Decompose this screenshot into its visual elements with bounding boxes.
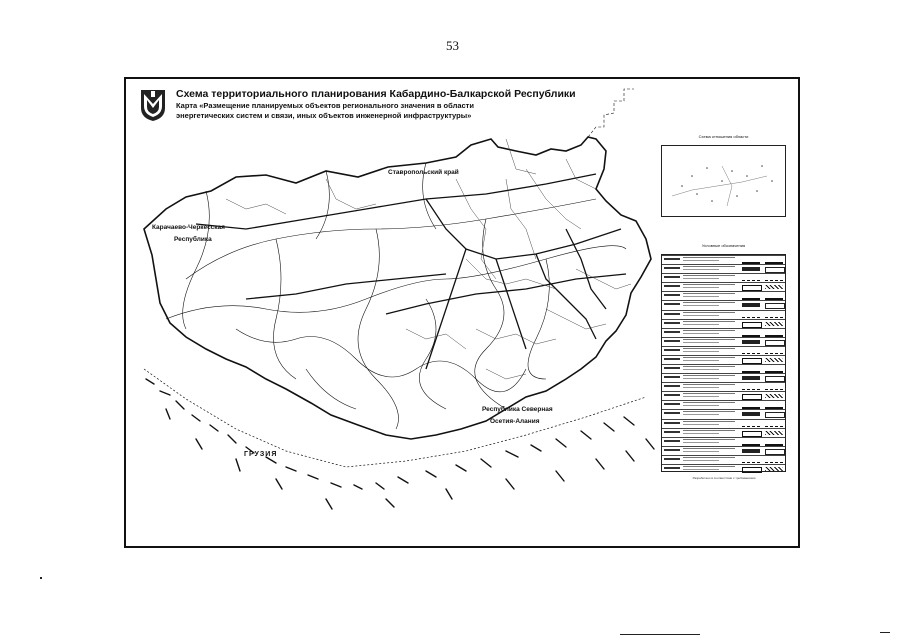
legend-code <box>664 367 680 369</box>
legend-code <box>664 276 680 278</box>
legend-symbol-alt <box>765 412 785 418</box>
legend-code <box>664 449 680 451</box>
legend-text <box>683 393 735 394</box>
legend-code <box>664 285 680 287</box>
legend-footnote: Разработано в соответствии с требованиями <box>692 476 756 480</box>
legend-text-line2 <box>683 369 719 370</box>
legend-code <box>664 467 680 469</box>
legend-code <box>664 322 680 324</box>
legend-text <box>683 466 735 467</box>
legend-text-line2 <box>683 351 719 352</box>
legend-text <box>683 448 735 449</box>
inset-map-drawing <box>662 146 785 216</box>
legend-code <box>664 303 680 305</box>
legend-text <box>683 439 735 440</box>
legend-text <box>683 330 735 331</box>
legend-text <box>683 430 735 431</box>
legend-symbol <box>742 340 760 344</box>
legend-text-line2 <box>683 424 719 425</box>
legend-symbol <box>742 267 760 271</box>
legend-code <box>664 313 680 315</box>
stray-mark-bottom <box>620 634 700 635</box>
legend-symbol-alt <box>765 349 783 354</box>
legend-text <box>683 302 735 303</box>
legend-text <box>683 357 735 358</box>
legend-text <box>683 284 735 285</box>
legend-symbol-alt <box>765 313 783 318</box>
legend-symbol-alt <box>765 276 783 281</box>
legend-text <box>683 321 735 322</box>
legend-text-line2 <box>683 278 719 279</box>
legend-text <box>683 339 735 340</box>
legend-symbol <box>742 440 760 446</box>
legend-code <box>664 349 680 351</box>
legend-text-line2 <box>683 260 719 261</box>
legend-text-line2 <box>683 387 719 388</box>
legend-code <box>664 440 680 442</box>
label-ossetia-line2: Осетия-Алания <box>490 418 540 425</box>
legend-text <box>683 275 735 276</box>
legend-code <box>664 431 680 433</box>
legend-symbol-alt <box>765 422 783 427</box>
legend-symbol-alt <box>765 394 783 398</box>
legend-symbol <box>742 467 762 473</box>
legend-symbol <box>742 422 760 427</box>
legend-symbol <box>742 376 760 380</box>
legend-symbol-alt <box>765 358 783 362</box>
legend-symbol-alt <box>765 285 783 289</box>
legend-text-line2 <box>683 451 719 452</box>
legend-code <box>664 267 680 269</box>
legend-symbol-alt <box>765 440 783 446</box>
legend-text-line2 <box>683 414 719 415</box>
legend-symbol <box>742 358 762 364</box>
inset-map <box>661 145 786 217</box>
legend-symbol-alt <box>765 303 785 309</box>
legend-row <box>662 464 785 474</box>
legend-symbol-alt <box>765 385 783 390</box>
legend-text <box>683 348 735 349</box>
legend-symbol <box>742 303 760 307</box>
legend-symbol-alt <box>765 467 783 471</box>
legend-text-line2 <box>683 405 719 406</box>
legend-symbol <box>742 458 760 463</box>
legend-code <box>664 294 680 296</box>
legend-text-line2 <box>683 378 719 379</box>
legend-symbol-alt <box>765 322 783 326</box>
legend-text <box>683 375 735 376</box>
legend-code <box>664 385 680 387</box>
map-frame <box>124 77 800 548</box>
legend-text <box>683 421 735 422</box>
page-number: 53 <box>446 38 459 53</box>
legend-symbol <box>742 449 760 453</box>
legend-text <box>683 257 735 258</box>
map-title: Схема территориального планирования Кабардино-Балкарской Республики <box>176 88 576 100</box>
inset-title: Схема отношения области <box>698 134 749 139</box>
legend-text-line2 <box>683 342 719 343</box>
legend-text <box>683 266 735 267</box>
legend-code <box>664 403 680 405</box>
legend-symbol <box>742 276 760 281</box>
legend-text <box>683 312 735 313</box>
legend-code <box>664 358 680 360</box>
legend-text <box>683 411 735 412</box>
legend-text-line2 <box>683 442 719 443</box>
stray-mark-left <box>40 577 42 579</box>
legend-code <box>664 412 680 414</box>
legend-code <box>664 331 680 333</box>
legend-text <box>683 402 735 403</box>
legend-code <box>664 376 680 378</box>
legend-code <box>664 258 680 260</box>
legend-code <box>664 394 680 396</box>
legend-symbol <box>742 385 760 390</box>
map-subtitle-line1: Карта «Размещение планируемых объектов регионального значения в области <box>176 101 474 110</box>
label-karachay-line2: Республика <box>174 236 212 243</box>
legend-symbol <box>742 331 760 337</box>
legend-code <box>664 340 680 342</box>
legend-text-line2 <box>683 269 719 270</box>
legend-text <box>683 293 735 294</box>
legend-text-line2 <box>683 324 719 325</box>
label-stavropol: Ставропольский край <box>388 169 459 176</box>
label-karachay-line1: Карачаево-Черкесская <box>152 224 225 231</box>
legend-symbol-alt <box>765 458 783 463</box>
legend-text <box>683 457 735 458</box>
legend-code <box>664 422 680 424</box>
legend-symbol <box>742 412 760 416</box>
legend-text-line2 <box>683 287 719 288</box>
map-subtitle-line2: энергетических систем и связи, иных объектов инженерной инфраструктуры» <box>176 111 472 120</box>
label-ossetia-line1: Республика Северная <box>482 406 553 413</box>
legend-symbol <box>742 349 760 354</box>
legend-title: Условные обозначения <box>701 243 746 248</box>
legend-text-line2 <box>683 360 719 361</box>
legend-symbol <box>742 313 760 318</box>
legend-code <box>664 458 680 460</box>
legend-text-line2 <box>683 333 719 334</box>
legend-symbol-alt <box>765 431 783 435</box>
legend-text <box>683 366 735 367</box>
legend-text <box>683 384 735 385</box>
stray-mark-bottom-right <box>880 632 890 633</box>
legend-text-line2 <box>683 296 719 297</box>
label-georgia: ГРУЗИЯ <box>244 451 278 458</box>
legend-text-line2 <box>683 396 719 397</box>
legend-text-line2 <box>683 305 719 306</box>
legend-symbol-alt <box>765 331 783 337</box>
legend-text-line2 <box>683 469 719 470</box>
legend <box>661 254 786 472</box>
legend-text-line2 <box>683 460 719 461</box>
legend-text-line2 <box>683 315 719 316</box>
legend-text-line2 <box>683 433 719 434</box>
